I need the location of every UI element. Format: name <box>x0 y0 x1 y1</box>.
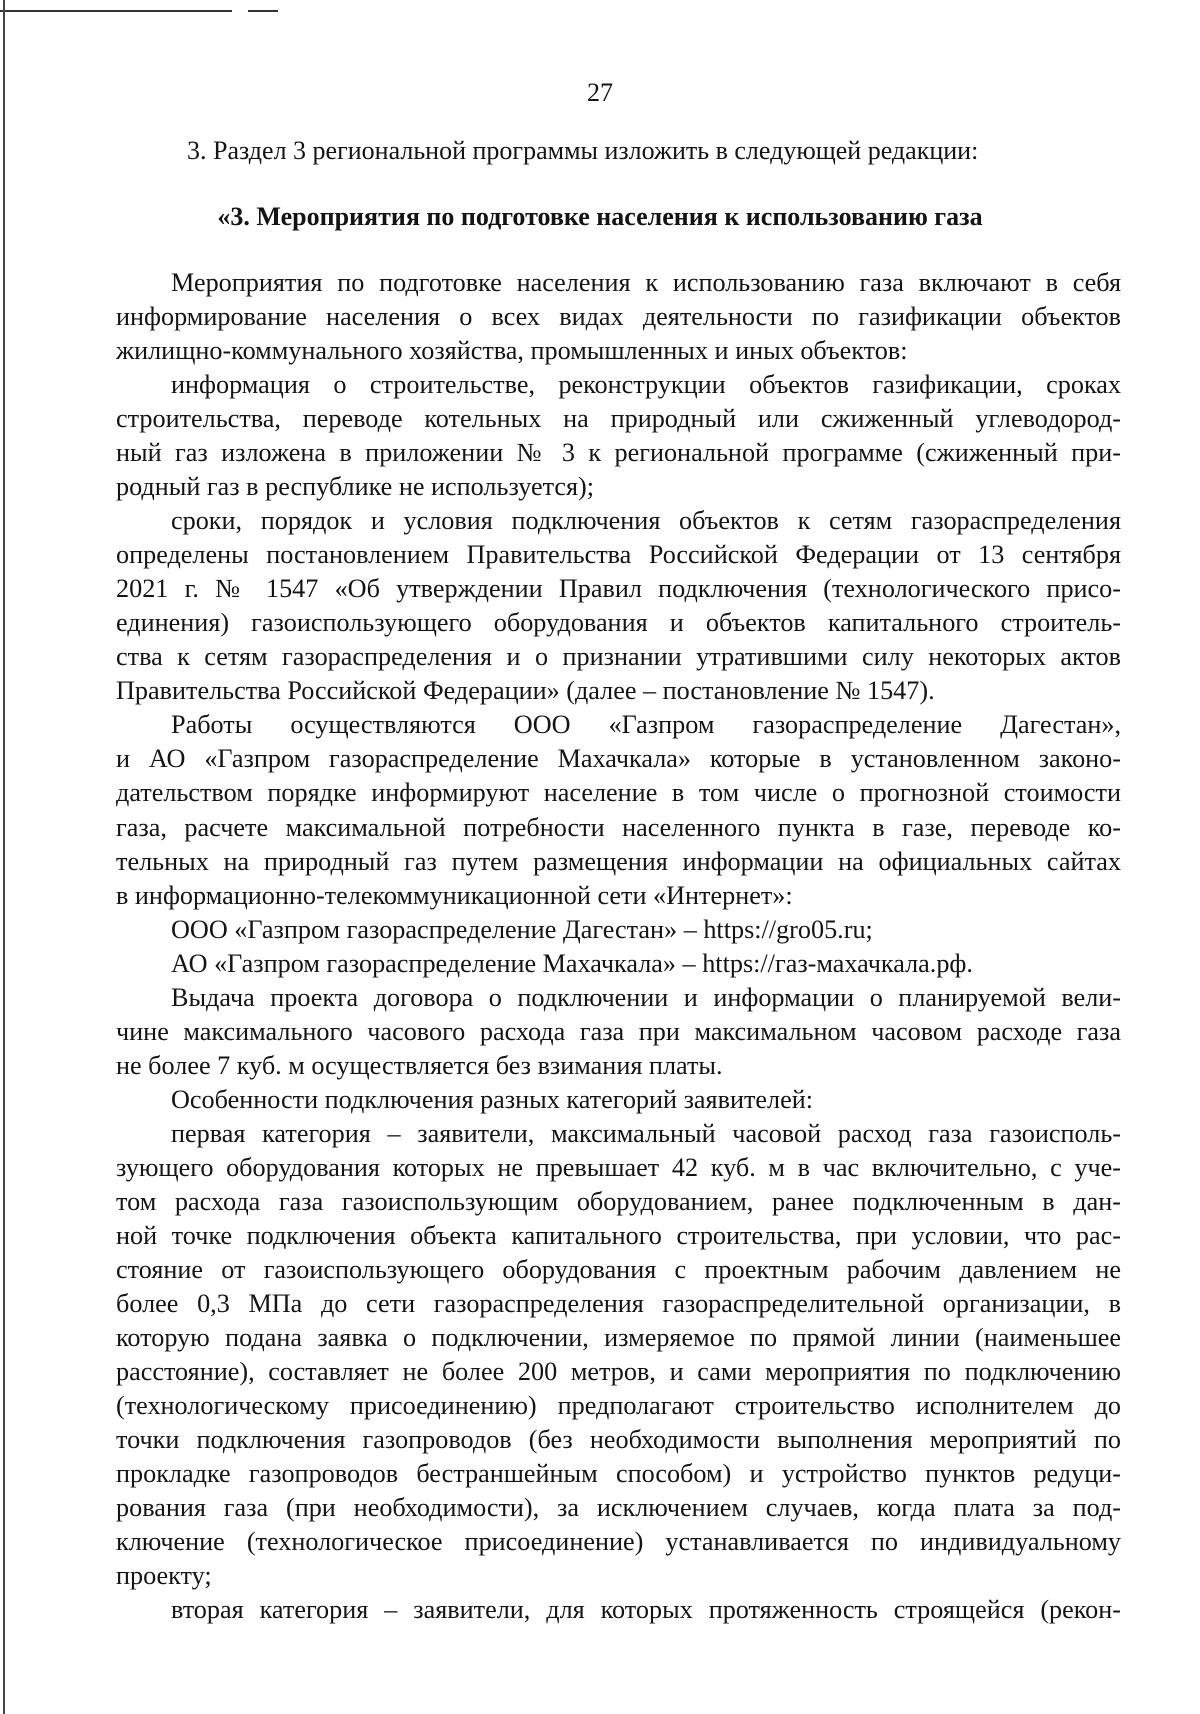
text-line: не более 7 куб. м осуществляется без взимания платы. <box>116 1050 723 1080</box>
text-line: Выдача проекта договора о подключении и информации о планируемой вели- <box>171 982 1121 1012</box>
text-line: сроки, порядок и условия подключения объектов к сетям газораспределения <box>171 506 1121 536</box>
text-line: жилищно-коммунального хозяйства, промышленных и иных объектов: <box>116 336 908 366</box>
text-line: вторая категория – заявители, для которых протяженность строящейся (рекон- <box>171 1595 1121 1625</box>
scan-edge-line <box>3 0 5 1714</box>
text-line: которую подана заявка о подключении, измеряемое по прямой линии (наименьшее <box>116 1322 1121 1352</box>
text-line: рования газа (при необходимости), за исключением случаев, когда плата за под- <box>116 1493 1121 1523</box>
text-line: единения) газоиспользующего оборудования и объектов капитального строитель- <box>116 608 1121 638</box>
text-line: в информационно-телекоммуникационной сети «Интернет»: <box>116 880 793 910</box>
text-line: стояние от газоиспользующего оборудования с проектным рабочим давлением не <box>116 1254 1121 1284</box>
text-line: зующего оборудования которых не превышает 42 куб. м в час включительно, с уче- <box>116 1152 1121 1182</box>
text-line: дательством порядке информируют население в том числе о прогнозной стоимости <box>116 778 1121 808</box>
text-line: (технологическому присоединению) предполагают строительство исполнителем до <box>116 1391 1121 1421</box>
text-line: проекту; <box>116 1561 212 1591</box>
text-line: ный газ изложена в приложении № 3 к региональной программе (сжиженный при- <box>116 438 1121 468</box>
text-line: строительства, переводе котельных на природный или сжиженный углеводород- <box>116 404 1121 434</box>
text-line: более 0,3 МПа до сети газораспределения газораспределительной организации, в <box>116 1288 1121 1318</box>
text-line: родный газ в республике не используется); <box>116 472 595 502</box>
page-number: 27 <box>587 78 613 107</box>
text-line: чине максимального часового расхода газа при максимальном часовом расходе газа <box>116 1016 1121 1046</box>
text-line: и АО «Газпром газораспределение Махачкала» которые в установленном законо- <box>116 744 1121 774</box>
text-line: прокладке газопроводов бестраншейным способом) и устройство пунктов редуци- <box>116 1459 1121 1489</box>
text-line: ной точке подключения объекта капитального строительства, при условии, что рас- <box>116 1220 1121 1250</box>
intro-paragraph: 3. Раздел 3 региональной программы изложить в следующей редакции: <box>187 136 979 165</box>
text-line: информация о строительстве, реконструкции объектов газификации, сроках <box>171 370 1121 400</box>
section-heading: «3. Мероприятия по подготовке населения к использованию газа <box>217 202 983 231</box>
scan-edge-line <box>0 10 232 12</box>
text-line: Правительства Российской Федерации» (далее – постановление № 1547). <box>116 676 935 706</box>
text-line: ключение (технологическое присоединение) устанавливается по индивидуальному <box>116 1527 1121 1557</box>
text-line: Работы осуществляются ООО «Газпром газораспределение Дагестан», <box>171 710 1121 740</box>
text-line: ства к сетям газораспределения и о признании утратившими силу некоторых актов <box>116 642 1121 672</box>
link-line-dagestan: ООО «Газпром газораспределение Дагестан» – https://gro05.ru; <box>171 914 873 944</box>
text-line: расстояние), составляет не более 200 метров, и сами мероприятия по подключению <box>116 1357 1121 1386</box>
text-line: точки подключения газопроводов (без необходимости выполнения мероприятий по <box>116 1425 1121 1455</box>
text-line: Мероприятия по подготовке населения к использованию газа включают в себя <box>171 268 1121 297</box>
text-line: информирование населения о всех видах деятельности по газификации объектов <box>116 302 1121 332</box>
text-line: тельных на природный газ путем размещения информации на официальных сайтах <box>116 846 1121 876</box>
text-line: Особенности подключения разных категорий заявителей: <box>171 1084 814 1114</box>
text-line: первая категория – заявители, максимальный часовой расход газа газоисполь- <box>171 1118 1121 1148</box>
text-line: газа, расчете максимальной потребности населенного пункта в газе, переводе ко- <box>116 812 1121 842</box>
body-text <box>116 266 1121 1627</box>
scan-edge-line <box>248 10 278 12</box>
text-line: том расхода газа газоиспользующим оборудованием, ранее подключенным в дан- <box>116 1186 1121 1216</box>
text-line: 2021 г. № 1547 «Об утверждении Правил подключения (технологического присо- <box>116 574 1121 604</box>
link-line-makhachkala: АО «Газпром газораспределение Махачкала» – https://газ-махачкала.рф. <box>171 948 973 978</box>
text-line: определены постановлением Правительства Российской Федерации от 13 сентября <box>116 540 1121 570</box>
